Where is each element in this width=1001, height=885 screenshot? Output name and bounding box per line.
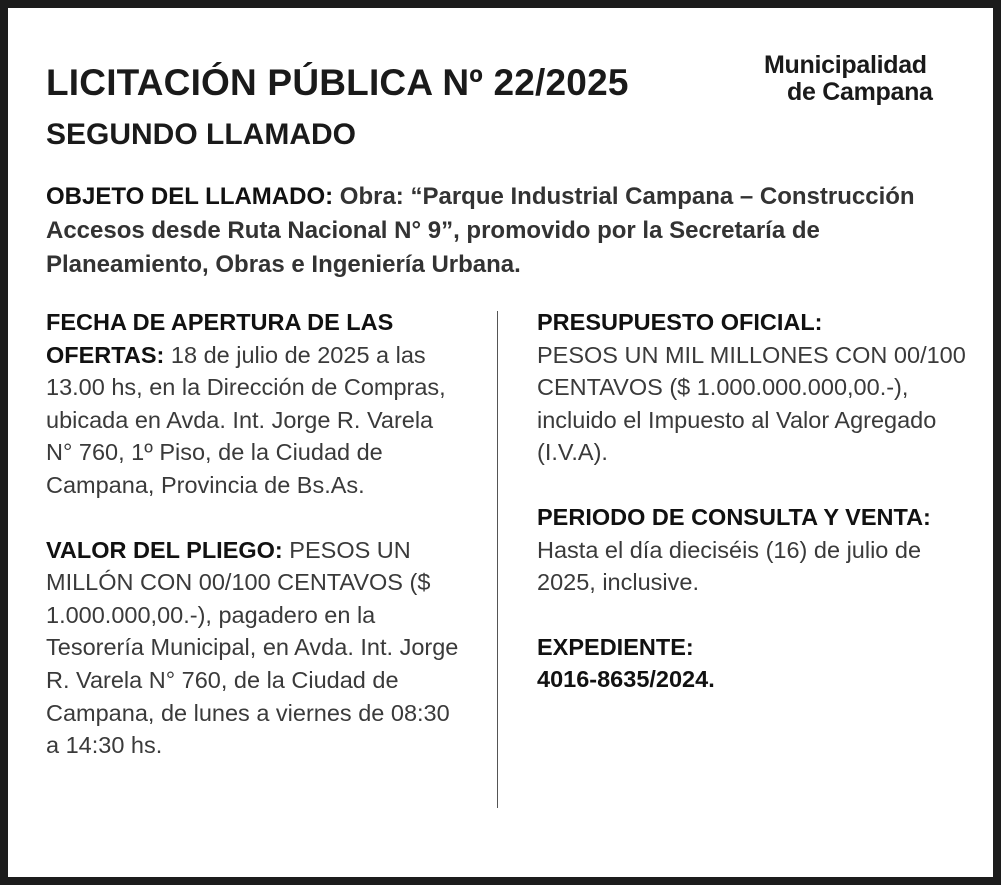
objeto-paragraph: [46, 180, 946, 282]
column-divider: [497, 311, 498, 808]
notice-title: LICITACIÓN PÚBLICA Nº 22/2025: [46, 62, 629, 103]
presupuesto-section: [537, 306, 977, 469]
expediente-section: [537, 631, 977, 696]
objeto-label: OBJETO DEL LLAMADO:: [46, 183, 334, 210]
pliego-section: [46, 534, 466, 762]
municipality-logo: [764, 52, 933, 106]
presupuesto-text: PESOS UN MIL MILLONES CON 00/100 CENTAVOS ($ 1.000.000.000,00.-), incluido el Impuesto al Valor Agregado (I.V.A).: [537, 341, 966, 466]
consulta-text: Hasta el día dieciséis (16) de julio de 2025, inclusive.: [537, 536, 922, 596]
right-column: [537, 306, 977, 728]
pliego-label: VALOR DEL PLIEGO:: [46, 536, 283, 563]
left-column: [46, 306, 466, 794]
consulta-section: [537, 501, 977, 599]
expediente-number: 4016-8635/2024.: [537, 666, 715, 693]
logo-line-1: Municipalidad: [764, 51, 927, 79]
notice-subtitle: SEGUNDO LLAMADO: [46, 118, 356, 151]
logo-line-2: de Campana: [787, 78, 933, 106]
expediente-label: EXPEDIENTE:: [537, 633, 694, 660]
objeto-text: Obra: “Parque Industrial Campana – Construcción Accesos desde Ruta Nacional N° 9”, promovido por la Secretaría de Planeamiento, Obras e Ingeniería Urbana.: [46, 183, 915, 278]
pliego-text: PESOS UN MILLÓN CON 00/100 CENTAVOS ($ 1.000.000,00.-), pagadero en la Tesorería Municipal, en Avda. Int. Jorge R. Varela N° 760, de la Ciudad de Campana, de lunes a viernes de 08:30 a 14:30 hs.: [46, 536, 459, 759]
apertura-label: FECHA DE APERTURA DE LAS OFERTAS:: [46, 309, 394, 368]
presupuesto-label: PRESUPUESTO OFICIAL:: [537, 309, 823, 335]
apertura-section: [46, 306, 466, 502]
apertura-text: 18 de julio de 2025 a las 13.00 hs, en la Dirección de Compras, ubicada en Avda. Int. Jorge R. Varela N° 760, 1º Piso, de la Ciudad de Campana, Provincia de Bs.As.: [46, 341, 446, 498]
consulta-label: PERIODO DE CONSULTA Y VENTA:: [537, 503, 931, 530]
